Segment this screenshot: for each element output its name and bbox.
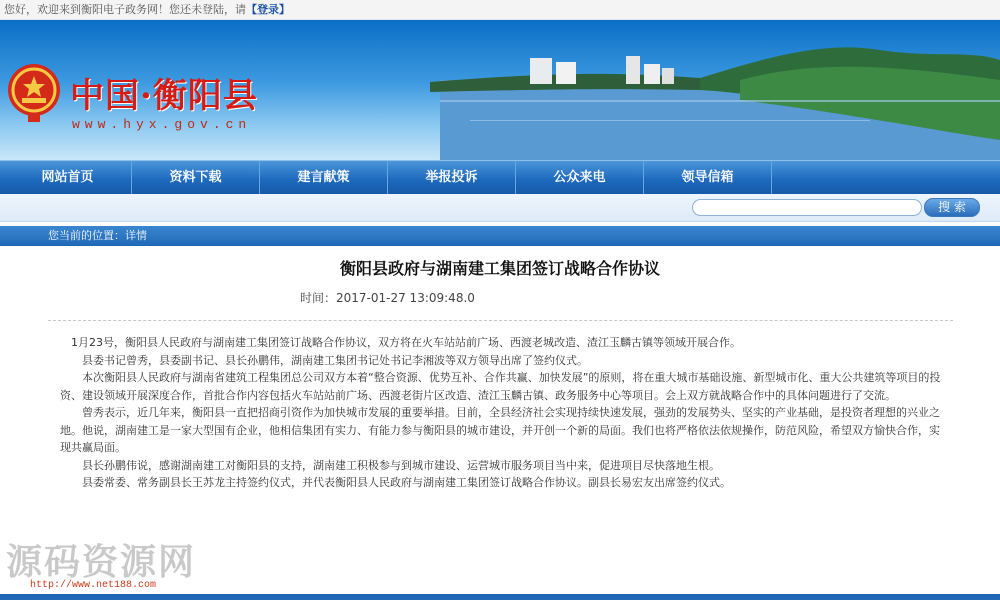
article-title: 衡阳县政府与湖南建工集团签订战略合作协议 [339, 259, 660, 278]
nav-item-suggestions[interactable]: 建言献策 [260, 161, 388, 194]
search-bar [0, 194, 1000, 222]
search-button[interactable]: 搜 索 [924, 198, 980, 217]
article-paragraph: 曾秀表示，近几年来，衡阳县一直把招商引资作为加快城市发展的重要举措。目前，全县经济社会实现持续快速发展，强劲的发展势头、坚实的产业基础，是投资者理想的兴业之地。他说，湖南建工是一家大型国有企业，他相信集团有实力、有能力参与衡阳县的城市建设，并开创一个新的局面。我们也将严格依法依规操作，防范风险，希望双方愉快合作，实现共赢局面。 [60, 406, 940, 454]
welcome-bar [0, 0, 1000, 20]
breadcrumb: 您当前的位置：详情 [0, 226, 1000, 246]
nav-item-downloads[interactable]: 资料下载 [132, 161, 260, 194]
national-emblem-icon [8, 64, 60, 122]
site-url: www.hyx.gov.cn [72, 117, 252, 132]
article-timestamp: 时间：2017-01-27 13:09:48.0 [300, 291, 475, 305]
header-banner [0, 20, 1000, 160]
watermark-text: 源码资源网 [6, 541, 197, 583]
nav-item-public-calls[interactable]: 公众来电 [516, 161, 644, 194]
site-title: 中国·衡阳县 [70, 76, 258, 116]
nav-item-leader-mailbox[interactable]: 领导信箱 [644, 161, 772, 194]
nav-item-complaints[interactable]: 举报投诉 [388, 161, 516, 194]
article-paragraph: 县委常委、常务副县长王苏龙主持签约仪式，并代表衡阳县人民政府与湖南建工集团签订战略合作协议。副县长易宏友出席签约仪式。 [82, 476, 731, 489]
article-paragraph: 县委书记曾秀，县委副书记、县长孙鹏伟，湖南建工集团书记处书记李湘波等双方领导出席了签约仪式。 [82, 353, 588, 367]
login-link[interactable]: 【登录】 [246, 3, 290, 16]
article-paragraph: 1月23号，衡阳县人民政府与湖南建工集团签订战略合作协议，双方将在火车站站前广场、西渡老城改造、渣江玉麟古镇等领域开展合作。 [71, 336, 741, 349]
welcome-text: 您好，欢迎来到衡阳电子政务网！您还未登陆，请 [4, 3, 246, 16]
article-paragraph: 本次衡阳县人民政府与湖南省建筑工程集团总公司双方本着“整合资源、优势互补、合作共赢、加快发展”的原则，将在重大城市基础设施、新型城市化、重大公共建筑等项目的投资、建设领域开展深度合作，首批合作内容包括火车站站前广场、西渡老街片区改造、渣江玉麟古镇、政务服务中心等项目。会上双方就战略合作中的具体问题进行了交流。 [60, 371, 941, 402]
footer-bar [0, 594, 1000, 600]
nav-item-home[interactable]: 网站首页 [4, 161, 132, 194]
main-nav [0, 160, 1000, 194]
search-input[interactable] [692, 199, 922, 216]
watermark-url: http://www.net188.com [30, 580, 157, 591]
article-paragraph: 县长孙鹏伟说，感谢湖南建工对衡阳县的支持，湖南建工积极参与到城市建设、运营城市服务项目当中来，促进项目尽快落地生根。 [82, 458, 720, 472]
article-body [60, 334, 950, 492]
divider [48, 320, 953, 321]
